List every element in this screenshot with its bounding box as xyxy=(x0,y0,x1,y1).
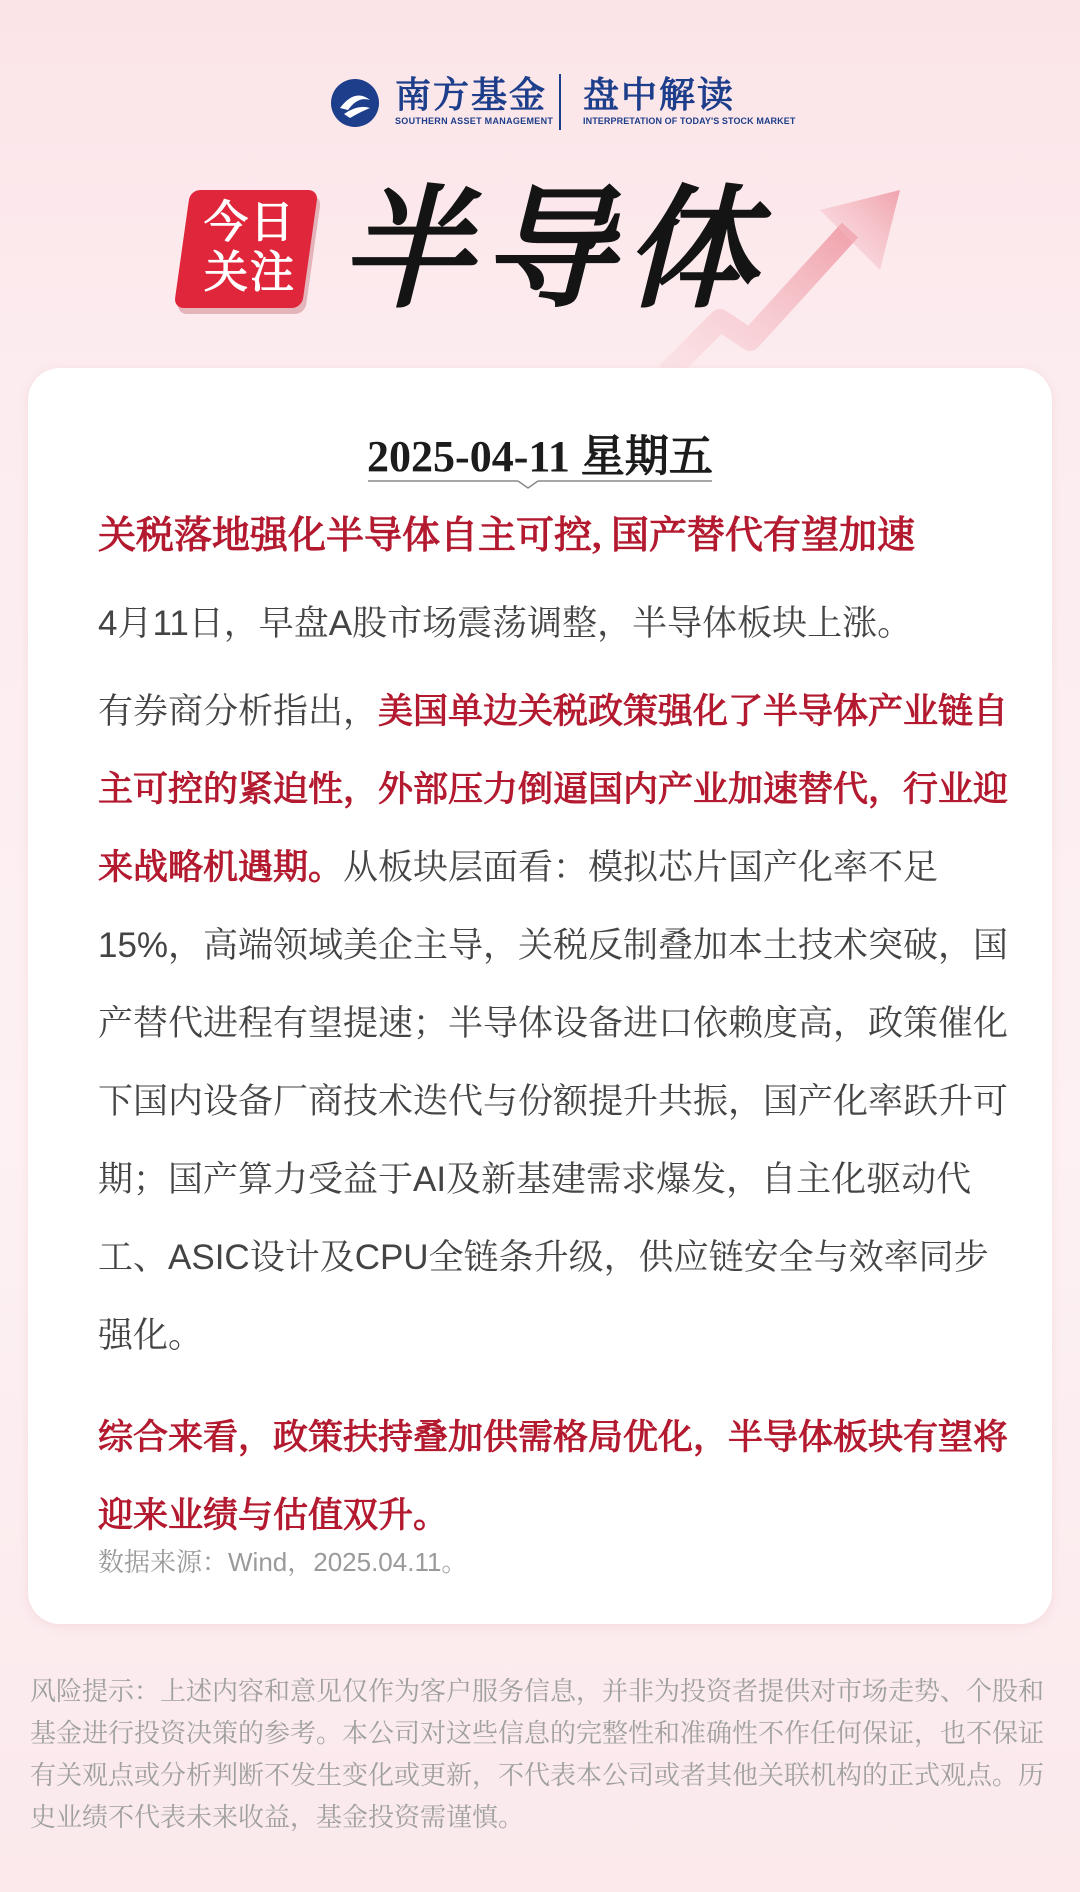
paragraph-2 xyxy=(98,673,1018,1375)
data-source: 数据来源：Wind，2025.04.11。 xyxy=(98,1547,468,1577)
badge-line2: 关注 xyxy=(204,248,296,297)
column-name-cn: 盘中解读 xyxy=(583,74,736,115)
report-date: 2025-04-11 星期五 xyxy=(367,432,713,481)
brand-header xyxy=(0,70,1080,134)
badge-line1: 今日 xyxy=(204,198,296,247)
southern-fund-logo-icon xyxy=(330,78,380,128)
article-title: 关税落地强化半导体自主可控, 国产替代有望加速 xyxy=(98,515,916,557)
today-focus-badge-text xyxy=(190,198,310,298)
company-name-en: SOUTHERN ASSET MANAGEMENT xyxy=(395,116,554,126)
paragraph-2-lead: 有券商分析指出， xyxy=(98,692,379,731)
company-brand xyxy=(395,76,553,126)
column-brand xyxy=(583,76,795,126)
brand-divider xyxy=(559,74,561,130)
paragraph-1: 4月11日，早盘A股市场震荡调整，半导体板块上涨。 xyxy=(98,604,913,643)
company-name-cn: 南方基金 xyxy=(395,74,548,115)
paragraph-3-conclusion: 综合来看，政策扶持叠加供需格局优化，半导体板块有望将迎来业绩与估值双升。 xyxy=(98,1418,1009,1535)
column-name-en: INTERPRETATION OF TODAY'S STOCK MARKET xyxy=(583,116,796,126)
paragraph-2-highlight: 美国单边关税政策强化了半导体产业链自主可控的紧迫性，外部压力倒逼国内产业加速替代，行业迎来战略机遇期。 xyxy=(98,692,1009,887)
date-underline xyxy=(368,477,712,489)
content-card xyxy=(28,368,1052,1624)
risk-notice: 风险提示：上述内容和意见仅作为客户服务信息，并非为投资者提供对市场走势、个股和基金进行投资决策的参考。本公司对这些信息的完整性和准确性不作任何保证，也不保证有关观点或分析判断不发生变化或更新，不代表本公司或者其他关联机构的正式观点。历史业绩不代表未来收益，基金投资需谨慎。 xyxy=(30,1676,1045,1832)
headline-topic: 半导体 xyxy=(340,173,766,327)
paragraph-2-rest: 从板块层面看：模拟芯片国产化率不足15%，高端领域美企主导，关税反制叠加本土技术突破，国产替代进程有望提速；半导体设备进口依赖度高，政策催化下国内设备厂商技术迭代与份额提升共振，国产化率跃升可期；国产算力受益于AI及新基建需求爆发，自主化驱动代工、ASIC设计及CPU全链条升级，供应链安全与效率同步强化。 xyxy=(98,848,1009,1355)
